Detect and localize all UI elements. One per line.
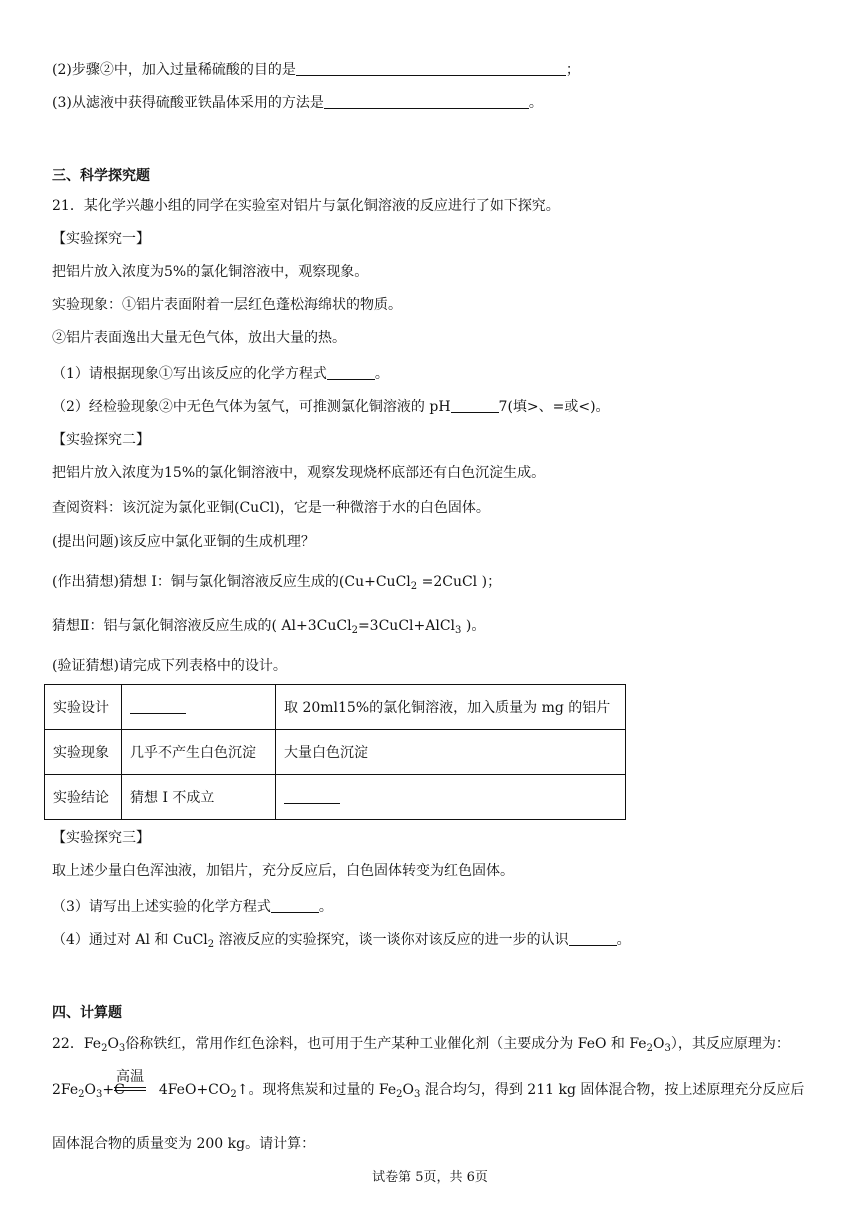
exp1-q1: （1）请根据现象①写出该反应的化学方程式 。 [52, 366, 389, 382]
exp1-text: 把铝片放入浓度为5%的氯化铜溶液中，观察现象。 [52, 264, 369, 280]
reaction-condition: 高温 [116, 1069, 144, 1085]
q22-last: 固体混合物的质量变为 200 kg。请计算： [52, 1136, 316, 1152]
q21-intro: 21．某化学兴趣小组的同学在实验室对铝片与氯化铜溶液的反应进行了如下探究。 [52, 198, 560, 214]
table-cell[interactable] [276, 775, 626, 820]
exp1-title: 【实验探究一】 [52, 231, 150, 247]
exp2-ref: 查阅资料：该沉淀为氯化亚铜(CuCl)，它是一种微溶于水的白色固体。 [52, 500, 490, 516]
guess1: (作出猜想)猜想 I：铜与氯化铜溶液反应生成的(Cu+CuCl$_2$ =2CuCl )； [52, 574, 502, 592]
exp2-title: 【实验探究二】 [52, 432, 150, 448]
exp2-text: 把铝片放入浓度为15%的氯化铜溶液中，观察发现烧杯底部还有白色沉淀生成。 [52, 465, 546, 481]
table-row [45, 685, 626, 730]
answer-blank[interactable] [130, 699, 186, 714]
exp1-obs1: 实验现象：①铝片表面附着一层红色蓬松海绵状的物质。 [52, 297, 402, 313]
section-title: 三、科学探究题 [52, 168, 150, 184]
guess2: 猜想Ⅱ：铝与氯化铜溶液反应生成的( Al+3CuCl$_2$=3CuCl+AlCl$_3$ )。 [52, 618, 486, 636]
experiment-design-table [44, 684, 626, 820]
exp1-obs2: ②铝片表面逸出大量无色气体，放出大量的热。 [52, 330, 346, 346]
answer-blank[interactable] [271, 898, 319, 913]
row-label: 实验设计 [45, 685, 122, 730]
table-cell: 几乎不产生白色沉淀 [122, 730, 276, 775]
q20-part2: (2)步骤②中，加入过量稀硫酸的目的是 ； [52, 62, 580, 78]
answer-blank[interactable] [296, 61, 566, 76]
q22-equation: $2Fe_2O_3+C$ $4FeO+CO_2↑$。现将焦炭和过量的 $Fe_2O_3$ 混合均匀，得到 211 kg 固体混合物，按上述原理充分反应后 [52, 1082, 805, 1100]
exp3-title: 【实验探究三】 [52, 830, 150, 846]
section-title: 四、计算题 [52, 1005, 122, 1021]
table-cell: 大量白色沉淀 [276, 730, 626, 775]
row-label: 实验现象 [45, 730, 122, 775]
verify-instruction: (验证猜想)请完成下列表格中的设计。 [52, 658, 287, 674]
exp3-q3: （3）请写出上述实验的化学方程式 。 [52, 899, 333, 915]
q22-intro: 22．$Fe_2O_3$俗称铁红，常用作红色涂料，也可用于生产某种工业催化剂（主要成分为 FeO 和 $Fe_2O_3$），其反应原理为： [52, 1036, 790, 1054]
row-label: 实验结论 [45, 775, 122, 820]
table-row [45, 775, 626, 820]
q20-part3: (3)从滤液中获得硫酸亚铁晶体采用的方法是 。 [52, 95, 543, 111]
table-cell[interactable] [122, 685, 276, 730]
answer-blank[interactable] [569, 931, 617, 946]
answer-blank[interactable] [284, 789, 340, 804]
page-footer: 试卷第 5页，共 6页 [372, 1170, 488, 1185]
answer-blank[interactable] [327, 365, 375, 380]
answer-blank[interactable] [451, 398, 499, 413]
exp2-question: (提出问题)该反应中氯化亚铜的生成机理？ [52, 534, 315, 550]
exp1-q2: （2）经检验现象②中无色气体为氢气，可推测氯化铜溶液的 pH 7(填>、=或<)。 [52, 399, 610, 415]
table-cell: 猜想 I 不成立 [122, 775, 276, 820]
table-cell: 取 20ml15%的氯化铜溶液，加入质量为 mg 的铝片 [276, 685, 626, 730]
answer-blank[interactable] [324, 94, 529, 109]
exp3-text: 取上述少量白色浑浊液，加铝片，充分反应后，白色固体转变为红色固体。 [52, 863, 514, 879]
table-row [45, 730, 626, 775]
exp3-q4: （4）通过对 Al 和 CuCl$_2$ 溶液反应的实验探究，谈一谈你对该反应的进一步的认识 。 [52, 932, 631, 950]
